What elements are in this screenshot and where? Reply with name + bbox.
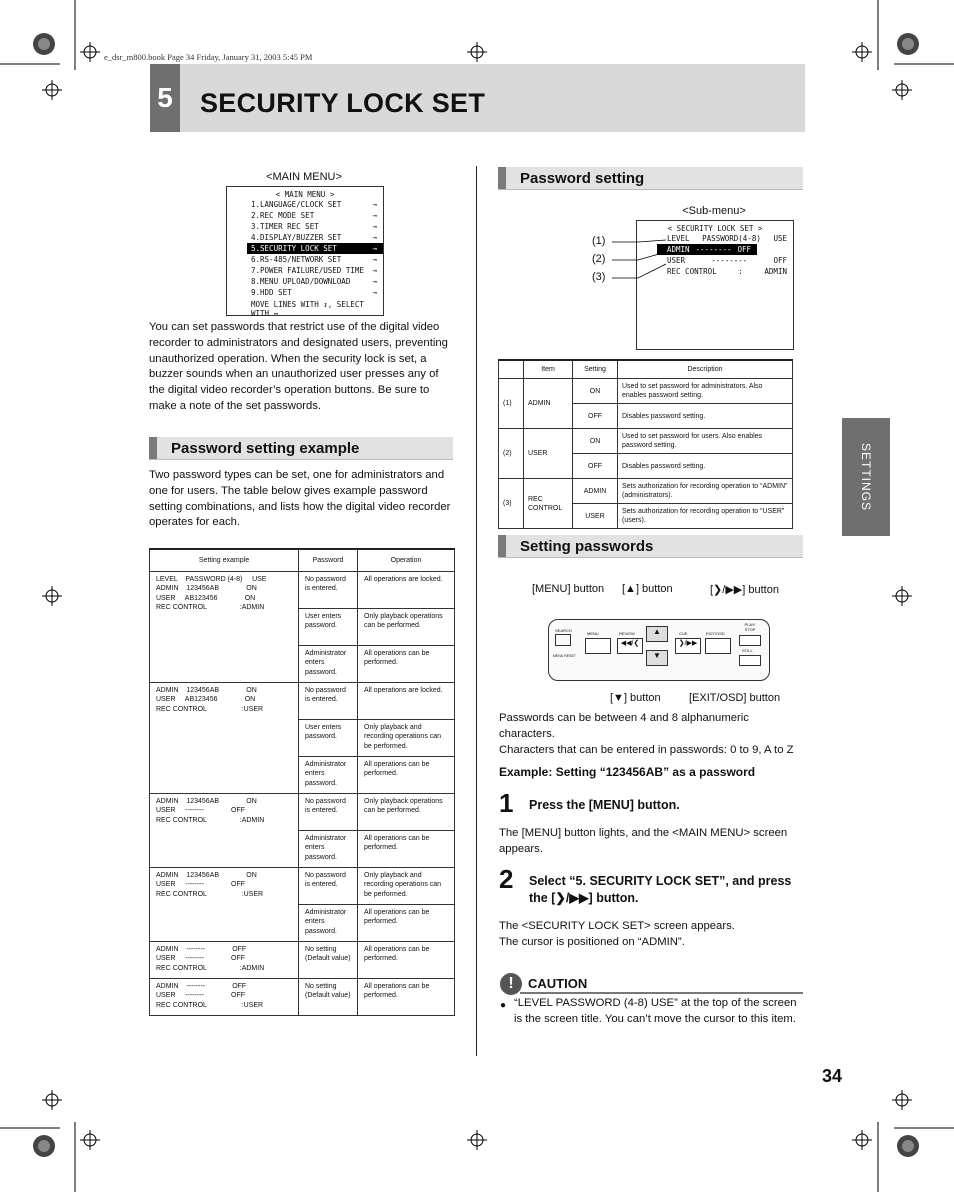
password-example-table: [149, 548, 455, 1016]
exit-osd-label: EXIT/OSD: [706, 631, 725, 636]
cue-label: CUE: [679, 631, 688, 636]
col-setting-example: Setting example: [150, 549, 299, 572]
main-menu-item: 5.SECURITY LOCK SET →: [247, 243, 383, 254]
exit-osd-button[interactable]: [705, 638, 731, 654]
search-label: SEARCH: [555, 628, 572, 633]
setting-example-cell: LEVEL PASSWORD (4-8) USE ADMIN 123456AB ON USER AB123456 ON REC CONTROL :ADMIN: [150, 572, 299, 683]
main-menu-item: 7.POWER FAILURE/USED TIME →: [251, 266, 377, 275]
setting-example-cell: ADMIN 123456AB ON USER -------- OFF REC CONTROL :ADMIN: [150, 794, 299, 868]
table-row: [150, 794, 455, 831]
col-description: Description: [618, 360, 793, 379]
example-heading: Example: Setting “123456AB” as a password: [499, 765, 756, 779]
down-button-label: [▼] button: [610, 692, 661, 704]
submenu-row: USER -------- OFF: [667, 256, 787, 265]
description-cell: Disables password setting.: [618, 404, 793, 429]
password-cell: Administrator enters password.: [299, 646, 358, 683]
password-cell: Administrator enters password.: [299, 905, 358, 942]
setting-cell: OFF: [573, 454, 618, 479]
col-password: Password: [299, 549, 358, 572]
password-cell: Administrator enters password.: [299, 831, 358, 868]
callout-2: (2): [592, 253, 606, 265]
main-menu-title: < MAIN MENU >: [275, 190, 335, 199]
callout-lines: [608, 230, 670, 290]
callout-1: (1): [592, 235, 606, 247]
book-header-line: e_dsr_m800.book Page 34 Friday, January 31, 2003 5:45 PM: [104, 52, 313, 62]
setting-example-cell: ADMIN -------- OFF USER -------- OFF REC CONTROL :ADMIN: [150, 942, 299, 979]
description-cell: Sets authorization for recording operation to “USER” (users).: [618, 504, 793, 529]
main-menu-footer: MOVE LINES WITH ↕, SELECT WITH ↔: [251, 300, 364, 318]
col-item: Item: [524, 360, 573, 379]
item-cell: USER: [524, 429, 573, 479]
row-number-cell: (1): [499, 379, 524, 429]
main-menu-item: 9.HDD SET →: [251, 288, 377, 297]
operation-cell: All operations are locked.: [358, 683, 455, 720]
table-row: [499, 429, 793, 454]
cue-button-label: [❯/▶▶] button: [710, 584, 779, 596]
down-button[interactable]: ▼: [646, 650, 668, 666]
main-menu-item: 6.RS-485/NETWORK SET →: [251, 255, 377, 264]
setting-example-cell: ADMIN -------- OFF USER -------- OFF REC CONTROL :USER: [150, 979, 299, 1016]
item-cell: ADMIN: [524, 379, 573, 429]
main-menu-item: 3.TIMER REC SET →: [251, 222, 377, 231]
password-cell: User enters password.: [299, 720, 358, 757]
front-panel-illustration: [548, 619, 770, 681]
main-menu-item: 2.REC MODE SET →: [251, 211, 377, 220]
page-number: 34: [822, 1066, 843, 1086]
description-cell: Used to set password for administrators. Also enables password setting.: [618, 379, 793, 404]
column-divider: [476, 166, 477, 1056]
col-operation: Operation: [358, 549, 455, 572]
main-menu-screen: [226, 186, 384, 316]
table-row: [150, 942, 455, 979]
password-cell: No password is entered.: [299, 868, 358, 905]
password-cell: No password is entered.: [299, 683, 358, 720]
main-menu-item: 4.DISPLAY/BUZZER SET →: [251, 233, 377, 242]
section-heading-setting-passwords: Setting passwords: [498, 535, 803, 558]
submenu-header-row: LEVEL PASSWORD(4-8) USE: [667, 234, 787, 243]
operation-cell: All operations can be performed.: [358, 942, 455, 979]
callout-3: (3): [592, 271, 606, 283]
submenu-row: ADMIN -------- OFF: [657, 244, 757, 255]
password-cell: No password is entered.: [299, 794, 358, 831]
setting-cell: ADMIN: [573, 479, 618, 504]
intro-paragraph: You can set passwords that restrict use of the digital video recorder to administrators and designated users, preventing unauthorized operation. When the security lock is set, a buzzer sounds when an unauthorized user presses any of the digital video recorder’s operation buttons. Be sure to make a note of the set passwords.: [149, 321, 448, 412]
caution-icon: !: [500, 973, 522, 995]
caution-label: CAUTION: [528, 976, 588, 991]
still-label: STILL: [742, 648, 753, 653]
table-row: [499, 379, 793, 404]
main-menu-item: 8.MENU UPLOAD/DOWNLOAD →: [251, 277, 377, 286]
submenu-caption: <Sub-menu>: [682, 205, 746, 217]
section-heading-password-setting: Password setting: [498, 167, 803, 190]
caution-rule: [520, 992, 803, 994]
cue-button[interactable]: ❯/▶▶: [675, 638, 701, 654]
operation-cell: All operations can be performed.: [358, 905, 455, 942]
operation-cell: Only playback and recording operations can be performed.: [358, 868, 455, 905]
caution-text: “LEVEL PASSWORD (4-8) USE” at the top of the screen is the screen title. You can’t move the cursor to this item.: [514, 997, 797, 1025]
search-button[interactable]: [555, 634, 571, 646]
chapter-number: 5: [150, 64, 180, 132]
password-setting-table: [498, 359, 793, 529]
page-title: SECURITY LOCK SET: [200, 88, 486, 118]
operation-cell: All operations can be performed.: [358, 757, 455, 794]
table-row: [150, 683, 455, 720]
setting-example-cell: ADMIN 123456AB ON USER -------- OFF REC CONTROL :USER: [150, 868, 299, 942]
setting-cell: ON: [573, 429, 618, 454]
still-button[interactable]: [739, 655, 761, 666]
step-1-title: Press the [MENU] button.: [529, 798, 680, 812]
step-1-number: 1: [499, 788, 514, 818]
main-menu-caption: <MAIN MENU>: [266, 171, 342, 183]
operation-cell: Only playback and recording operations can be performed.: [358, 720, 455, 757]
table-row: [150, 572, 455, 609]
exit-button-label: [EXIT/OSD] button: [689, 692, 781, 704]
description-cell: Sets authorization for recording operation to “ADMIN” (administrators).: [618, 479, 793, 504]
setting-cell: OFF: [573, 404, 618, 429]
submenu-row: REC CONTROL : ADMIN: [667, 267, 787, 276]
item-cell: REC CONTROL: [524, 479, 573, 529]
row-number-cell: (2): [499, 429, 524, 479]
table-row: [499, 479, 793, 504]
menu-button-label: [MENU] button: [532, 583, 605, 595]
step-2-body-2: The cursor is positioned on “ADMIN”.: [499, 936, 685, 948]
review-label: REVIEW: [619, 631, 635, 636]
operation-cell: Only playback operations can be performed.: [358, 609, 455, 646]
setting-cell: USER: [573, 504, 618, 529]
menu-button[interactable]: [585, 638, 611, 654]
caution-bullet: ●: [500, 1000, 507, 1011]
operation-cell: All operations can be performed.: [358, 979, 455, 1016]
submenu-title: < SECURITY LOCK SET >: [667, 224, 763, 233]
table-row: [150, 979, 455, 1016]
step-2-title: Select “5. SECURITY LOCK SET”, and press the [❯/▶▶] button.: [529, 874, 792, 905]
section-heading-password-example: Password setting example: [149, 437, 453, 460]
password-chars-text: Characters that can be entered in passwords: 0 to 9, A to Z: [499, 744, 794, 756]
step-1-body: The [MENU] button lights, and the <MAIN MENU> screen appears.: [499, 827, 788, 855]
password-cell: Administrator enters password.: [299, 757, 358, 794]
setting-example-cell: ADMIN 123456AB ON USER AB123456 ON REC CONTROL :USER: [150, 683, 299, 794]
description-cell: Used to set password for users. Also enables password setting.: [618, 429, 793, 454]
table-row: [150, 868, 455, 905]
password-cell: No setting (Default value): [299, 979, 358, 1016]
col-num: [499, 360, 524, 379]
operation-cell: All operations can be performed.: [358, 831, 455, 868]
side-tab-settings: SETTINGS: [842, 418, 890, 536]
review-button[interactable]: ◀◀/❮: [617, 638, 643, 654]
password-cell: No password is entered.: [299, 572, 358, 609]
step-2-body-1: The <SECURITY LOCK SET> screen appears.: [499, 920, 735, 932]
description-cell: Disables password setting.: [618, 454, 793, 479]
col-setting: Setting: [573, 360, 618, 379]
operation-cell: Only playback operations can be performed.: [358, 794, 455, 831]
operation-cell: All operations are locked.: [358, 572, 455, 609]
play-stop-button[interactable]: [739, 635, 761, 646]
setting-cell: ON: [573, 379, 618, 404]
operation-cell: All operations can be performed.: [358, 646, 455, 683]
password-cell: User enters password.: [299, 609, 358, 646]
password-cell: No setting (Default value): [299, 942, 358, 979]
password-length-text: Passwords can be between 4 and 8 alphanumeric characters.: [499, 712, 749, 740]
example-paragraph: Two password types can be set, one for administrators and one for users. The table below gives example password setting combinations, and lists how the digital video recorder operates for each.: [149, 469, 451, 529]
menu-reset-label: MENU RESET: [553, 654, 576, 658]
up-button-label: [▲] button: [622, 583, 673, 595]
play-stop-label: PLAY/ STOP: [744, 622, 756, 632]
row-number-cell: (3): [499, 479, 524, 529]
up-button[interactable]: ▲: [646, 626, 668, 642]
main-menu-item: 1.LANGUAGE/CLOCK SET →: [251, 200, 377, 209]
menu-label: MENU: [587, 631, 599, 636]
step-2-number: 2: [499, 864, 514, 894]
